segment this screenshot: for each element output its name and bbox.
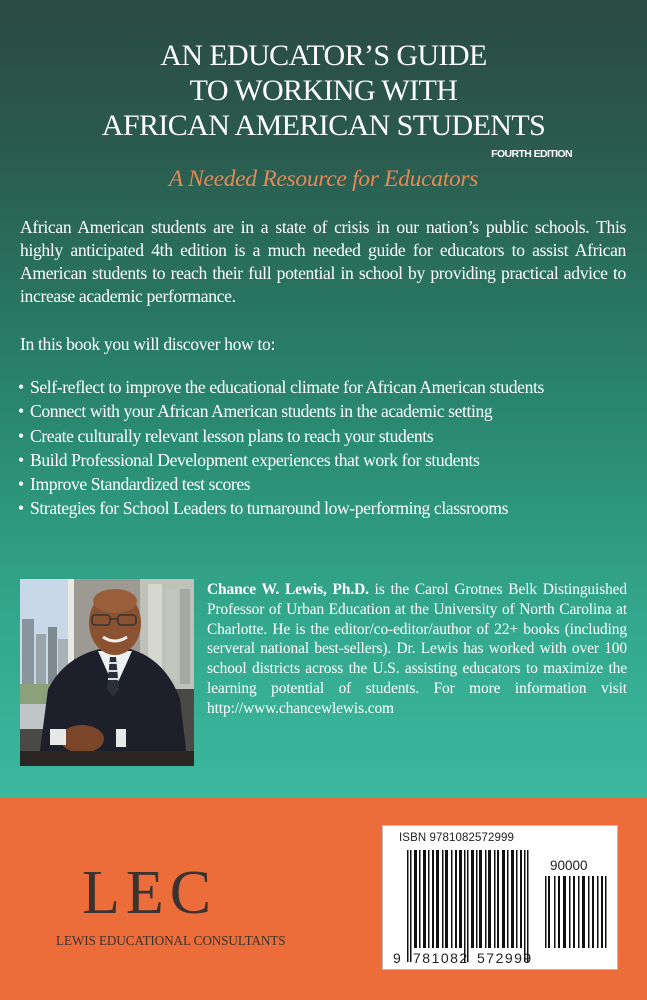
intro-paragraph: African American students are in a state of crisis in our nation’s public schools. This highly anticipated 4th edition is a much needed guide for educators to assist African American students to reach their full potential in school by providing practical advice to increase academic performance. (20, 217, 626, 306)
price-addon-label: 90000 (550, 858, 588, 873)
author-name: Chance W. Lewis, Ph.D. (207, 581, 369, 598)
list-item-text: Create culturally relevant lesson plans to reach your students (30, 425, 434, 446)
author-photo (20, 579, 194, 766)
bullet-icon: • (18, 449, 24, 470)
barcode-digit-first: 9 (393, 950, 401, 966)
list-item (18, 399, 628, 423)
list-item-text: Connect with your African American students in the academic setting (30, 401, 493, 422)
list-item-text: Self-reflect to improve the educational climate for African American students (30, 377, 544, 397)
list-item (18, 496, 628, 520)
list-item-text: Strategies for School Leaders to turnaround low-performing classrooms (30, 498, 509, 519)
edition-label: FOURTH EDITION (491, 148, 572, 160)
price-addon-bars (545, 876, 607, 948)
bullet-icon: • (18, 498, 24, 519)
list-item (18, 375, 628, 399)
list-item (18, 472, 628, 496)
author-bio (207, 580, 627, 719)
bullet-icon: • (18, 425, 24, 446)
title-line-1: AN EDUCATOR’S GUIDE (160, 39, 487, 72)
ean13-barcode-bars (407, 850, 533, 962)
title-line-2: TO WORKING WITH (189, 74, 458, 107)
author-portrait-illustration (20, 579, 194, 766)
list-item (18, 424, 628, 448)
discover-heading: In this book you will discover how to: (20, 334, 275, 354)
publisher-logo: LEC (82, 859, 218, 927)
bullet-icon: • (18, 377, 24, 397)
isbn-barcode (382, 825, 618, 970)
list-item-text: Improve Standardized test scores (30, 474, 251, 495)
title-line-3: AFRICAN AMERICAN STUDENTS (101, 109, 546, 142)
list-item (18, 448, 628, 472)
isbn-label: ISBN 9781082572999 (399, 832, 514, 844)
bullet-icon: • (18, 401, 24, 422)
barcode-digits-group-2: 572999 (477, 950, 533, 966)
author-bio-text: is the Carol Grotnes Belk Distinguished Professor of Urban Education at the University of North Carolina at Charlotte. He is the editor/co-editor/author of 22+ books (including serveral national best-sellers). Dr. Lewis has worked with over 100 school districts across the U.S. assisting educators to maximize the learning potential of students. For more information visit http://www.chancewlewis.com (207, 581, 628, 717)
subtitle: A Needed Resource for Educators (168, 166, 479, 192)
benefits-list (18, 375, 628, 521)
publisher-name: LEWIS EDUCATIONAL CONSULTANTS (56, 933, 286, 948)
bullet-icon: • (18, 474, 24, 495)
list-item-text: Build Professional Development experiences that work for students (30, 449, 480, 470)
barcode-digits-group-1: 781082 (413, 950, 469, 966)
book-title (0, 38, 647, 143)
